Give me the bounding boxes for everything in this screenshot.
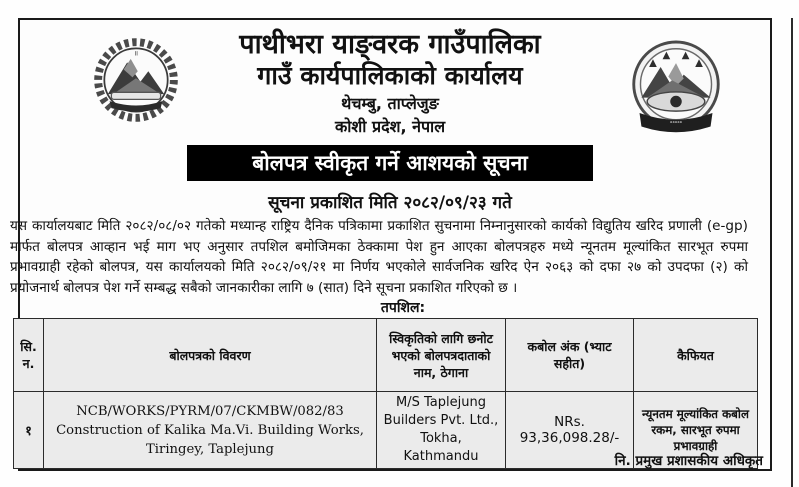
cell-amount: NRs. 93,36,098.28/- (506, 392, 634, 469)
org-name-line1: पाथीभरा याङ्वरक गाउँपालिका (239, 29, 541, 60)
col-header-amount: कबोल अंक (भ्याट सहीत) (506, 319, 634, 392)
svg-text:॥: ॥ (133, 48, 139, 58)
org-address-line1: थेचम्बु, ताप्लेजुङ (341, 94, 439, 113)
table-caption: तपशिल: (380, 300, 426, 316)
cell-description: NCB/WORKS/PYRM/07/CKMBW/082/83 Construction of Kalika Ma.Vi. Building Works, Tiringey, Taplejung (44, 392, 377, 469)
tender-detail-table (13, 318, 758, 469)
cell-remarks: न्यूनतम मूल्यांकित कबोल रकम, सारभूत रुपमा प्रभावग्राही (634, 392, 758, 469)
svg-text:॰॰॰॰॰: ॰॰॰॰॰ (669, 120, 683, 127)
notice-title: बोलपत्र स्वीकृत गर्ने आशयको सूचना (252, 151, 528, 175)
newspaper-column-divider (791, 18, 793, 487)
cell-sn: १ (14, 392, 44, 469)
notice-body-paragraph: यस कार्यालयबाट मिति २०८२/०८/०२ गतेको मध्यान्ह राष्ट्रिय दैनिक पत्रिकामा प्रकाशित सुचनामा निम्नानुसारको कार्यको विद्युतिय खरिद प्रणाली (e-gp) मार्फत बोलपत्र आव्हान भई माग भए अनुसार तपशिल बमोजिमका ठेक्कामा पेश हुन आएका बोलपत्रहरु मध्ये न्यूनतम मूल्यांकित सारभूत रुपमा प्रभावग्राही रहेको बोलपत्र, यस कार्यालयको मिति २०८२/०९/२१ मा निर्णय भएकोले सार्वजनिक खरिद ऐन २०६३ को दफा २७ को उपदफा (२) को प्रयोजनार्थ बोलपत्र पेश गर्ने सम्बद्ध सबैको जानकारीका लागि ७ (सात) दिने सूचना प्रकाशित गरिएको छ । (10, 218, 748, 296)
cell-bidder: M/S Taplejung Builders Pvt. Ltd., Tokha, Kathmandu (377, 392, 506, 469)
col-header-sn: सि. न. (14, 319, 44, 392)
published-date-line: सूचना प्रकाशित मिति २०८२/०९/२३ गते (268, 193, 512, 213)
notice-title-bar (187, 145, 593, 181)
col-header-description: बोलपत्रको विवरण (44, 319, 377, 392)
org-address-line2: कोशी प्रदेश, नेपाल (334, 117, 446, 136)
table-header-row (14, 319, 758, 392)
col-header-remarks: कैफियत (634, 319, 758, 392)
signatory-designation: नि. प्रमुख प्रशासकीय अधिकृत (614, 453, 763, 469)
org-name-line2: गाउँ कार्यपालिकाको कार्यालय (257, 61, 523, 90)
col-header-bidder: स्विकृतिको लागि छनोट भएको बोलपत्रदाताको नाम, ठेगाना (377, 319, 506, 392)
municipality-seal-right-icon (628, 38, 724, 142)
